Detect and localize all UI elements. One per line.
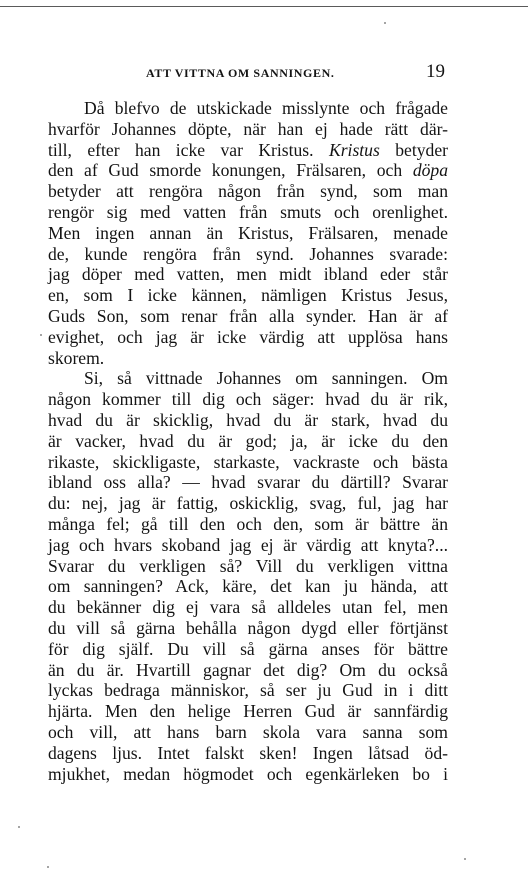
text-line: du bekänner dig ej vara så alldeles utan fel, men — [48, 597, 448, 618]
italic-term: döpa — [412, 160, 448, 181]
body-text — [48, 98, 448, 784]
text-line — [48, 160, 448, 181]
paper-speck — [47, 866, 49, 868]
text-line: är vacker, hvad du är god; ja, är icke du den — [48, 430, 448, 451]
text-line — [48, 140, 448, 161]
paper-speck — [464, 858, 466, 860]
text-line: Då blefvo de utskickade misslynte och frågade — [84, 98, 448, 118]
text-line: och vill, att hans barn skola vara sanna som — [48, 721, 448, 742]
text-line: Guds Son, som renar från alla synder. Han är af — [48, 305, 448, 326]
text-line: Men ingen annan än Kristus, Frälsaren, menade — [48, 222, 448, 243]
text-segment: den af Gud smorde konungen, Frälsaren, och — [48, 160, 403, 181]
paper-speck — [384, 22, 386, 24]
text-line: mjukhet, medan högmodet och egenkärleken bo i — [48, 763, 448, 784]
text-line: ibland oss alla? — hvad svarar du därtill? Svarar — [48, 472, 448, 493]
text-line: rikaste, skickligaste, starkaste, vackraste och bästa — [48, 451, 448, 472]
paper-speck — [18, 826, 20, 828]
text-line: rengör sig med vatten från smuts och orenlighet. — [48, 201, 448, 222]
text-line: betyder att rengöra någon från synd, som man — [48, 181, 448, 202]
text-line: hjärta. Men den helige Herren Gud är sannfärdig — [48, 701, 448, 722]
text-line: Si, så vittnade Johannes om sanningen. Om — [84, 368, 448, 389]
text-line: någon kommer till dig och säger: hvad du är rik, — [48, 389, 448, 410]
text-line: dagens ljus. Intet falskt sken! Ingen låtsad öd- — [48, 742, 448, 763]
text-line: jag döper med vatten, men midt ibland eder står — [48, 264, 448, 285]
running-head: ATT VITTNA OM SANNINGEN. — [146, 66, 335, 80]
text-line: evighet, och jag är icke värdig att upplösa hans — [48, 326, 448, 347]
text-line: skorem. — [48, 347, 105, 368]
italic-term: Kristus — [328, 139, 380, 160]
text-line: en, som I icke kännen, nämligen Kristus Jesus, — [48, 285, 448, 306]
text-segment: betyder — [395, 139, 448, 160]
text-line: för dig själf. Du vill så gärna anses för bättre — [48, 638, 448, 659]
text-line: många fel; gå till den och den, som är bättre än — [48, 513, 448, 534]
text-line: du: nej, jag är fattig, oskicklig, svag, ful, jag har — [48, 493, 448, 514]
text-line: om sanningen? Ack, käre, det kan ju hända, att — [48, 576, 448, 597]
text-line: hvad du är skicklig, hvad du är stark, hvad du — [48, 409, 448, 430]
text-line: du vill så gärna behålla någon dygd eller förtjänst — [48, 617, 448, 638]
paper-speck — [40, 334, 42, 336]
text-line: lyckas bedraga människor, så ser ju Gud in i ditt — [48, 680, 448, 701]
text-line: än du är. Hvartill gagnar det dig? Om du också — [48, 659, 448, 680]
page-number: 19 — [426, 61, 445, 82]
text-line: Svarar du verkligen så? Vill du verkligen vittna — [48, 555, 448, 576]
text-line: jag och hvars skoband jag ej är värdig att knyta?... — [48, 534, 448, 555]
text-line: hvarför Johannes döpte, när han ej hade rätt där- — [48, 118, 448, 139]
text-segment: till, efter han icke var Kristus. — [48, 139, 314, 160]
text-line: de, kunde rengöra från synd. Johannes svarade: — [48, 243, 448, 264]
top-edge-rule — [0, 6, 528, 7]
